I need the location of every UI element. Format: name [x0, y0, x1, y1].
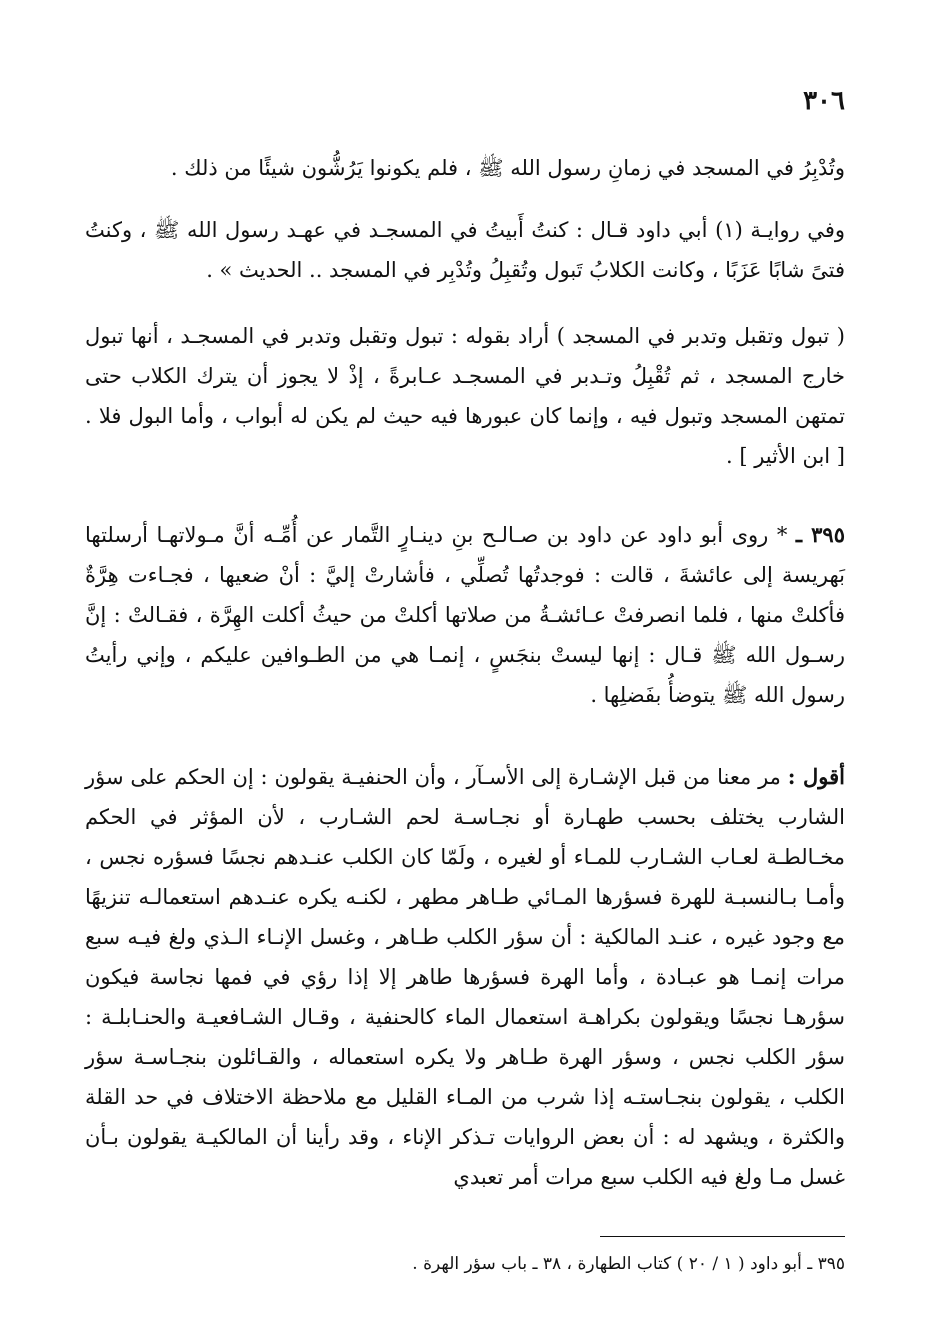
paragraph-hadith-395: [85, 515, 845, 715]
paragraph-abu-dawud-narration: وفي روايـة (١) أبي داود قـال : كنتُ أَبيتُ في المسجـد في عهـد رسول الله ﷺ ، وكنتُ فتىً شابًا عَزَبًا ، وكانت الكلابُ تَبول وتُقبِلُ وتُدْبِر في المسجد .. الحديث » .: [85, 218, 845, 282]
hadith-395-text: * روى أبو داود عن داود بن صـالـح بنِ دينـارٍ التَّمار عن أُمِّـه أنَّ مـولاتهـا أرسلتها بَهريسة إلى عائشةَ ، قالت : فوجدتُها تُصلِّي ، فأشارتْ إليَّ : أنْ ضعيها ، فجـاءت هِرَّةٌ فأكلتْ منها ، فلما انصرفتْ عـائشـةُ من صلاتها أكلتْ من حيثُ أكلت الهِرَّة ، فقـالتْ : إنَّ رسـول الله ﷺ قـال : إنها ليستْ بنجَسٍ ، إنمـا هي من الطـوافين عليكم ، وإني رأيتُ رسول الله ﷺ يتوضأُ بفَضلِها .: [85, 523, 845, 707]
footnote-divider: [600, 1236, 845, 1237]
page-number: ٣٠٦: [803, 86, 845, 116]
paragraph-ibn-al-athir-explanation: ( تبول وتقبل وتدبر في المسجد ) أراد بقوله : تبول وتقبل وتدبر في المسجـد ، أنها تبول خارج المسجد ، ثم تُقْبِلُ وتـدبر في المسجـد عـابرةً ، إذْ لا يجوز أن يترك الكلاب حتى تمتهن المسجد وتبول فيه ، وإنما كان عبورها فيه حيث لم يكن له أبواب ، وأما البول فلا . [ ابن الأثير ] .: [85, 324, 845, 468]
paragraph-hadith-continuation: وتُدْبِرُ في المسجد في زمانِ رسول الله ﷺ ، فلم يكونوا يَرُشُّون شيئًا من ذلك .: [170, 156, 845, 180]
hadith-number: ٣٩٥ ـ: [795, 522, 845, 547]
commentary-text: مر معنا من قبل الإشـارة إلى الأسـآر ، وأن الحنفيـة يقولون : إن الحكم على سؤر الشارب يختلف بحسب طهـارة أو نجـاسـة لحم الشـارب ، لأن المؤثر في الحكم مخـالطـة لعـاب الشـارب للمـاء أو لغيره ، ولَمّا كان الكلب عنـدهم نجسًا فسؤره نجس ، وأمـا بـالنسبـة للهرة فسؤرها المـائي طـاهر مطهر ، لكنـه يكره عنـدهم استعمالـه تنزيهًا مع وجود غيره ، عنـد المالكية : أن سؤر الكلب طـاهر ، وغسل الإنـاء الـذي ولغ فيـه سبع مرات إنمـا هو عبـادة ، وأما الهرة فسؤرها طاهر إلا إذا رؤي في فمها نجاسة فيكون سؤرهـا نجسًا ويقولون بكراهـة استعمال الماء كالحنفية ، وقـال الشـافعيـة والحنـابلـة : سؤر الكلب نجس ، وسؤر الهرة طـاهر ولا يكره استعماله ، والقـائلون بنجـاسـة سؤر الكلب ، يقولون بنجـاستـه إذا شرب من المـاء القليل مع ملاحظة الاختلاف في حد القلة والكثرة ، ويشهد له : أن بعض الروايات تـذكر الإناء ، وقد رأينا أن المالكيـة يقولون بـأن غسل مـا ولغ فيه الكلب سبع مرات أمر تعبدي: [85, 765, 845, 1189]
commentary-lead: أقول :: [787, 764, 845, 789]
footnote: ٣٩٥ ـ أبو داود ( ١ / ٢٠ ) كتاب الطهارة ، ٣٨ ـ باب سؤر الهرة .: [412, 1254, 845, 1274]
paragraph-commentary: [85, 757, 845, 1197]
